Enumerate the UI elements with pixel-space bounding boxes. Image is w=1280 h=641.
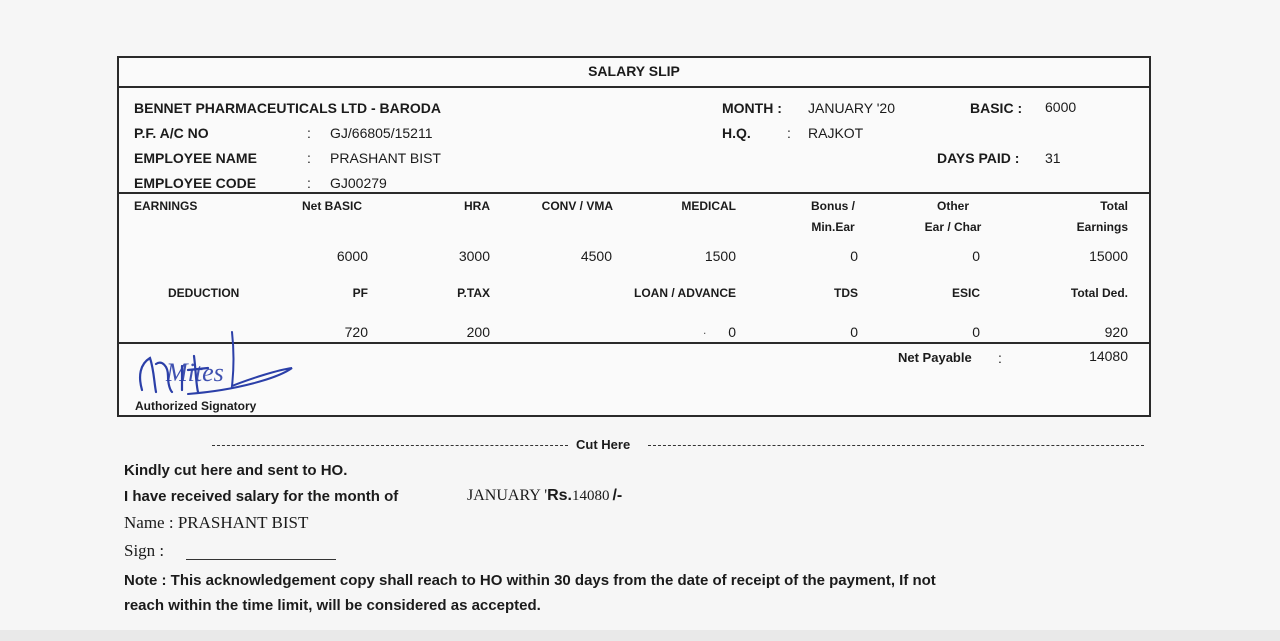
deduction-label: DEDUCTION	[168, 286, 240, 300]
net-payable-label: Net Payable	[898, 350, 972, 365]
earnings-subheader-total: Earnings	[1076, 220, 1128, 234]
days-paid-value: 31	[1045, 150, 1061, 166]
note-line-1: Note : This acknowledgement copy shall reach to HO within 30 days from the date of receipt of the payment, If not	[124, 572, 936, 589]
ack-amount: 14080	[571, 488, 610, 504]
earnings-value-hra: 3000	[458, 248, 490, 264]
earnings-value-other: 0	[972, 248, 980, 264]
deduction-header-ptax: P.TAX	[457, 286, 490, 300]
ack-sign-label: Sign :	[124, 541, 165, 560]
earnings-header-bonus: Bonus /	[811, 199, 855, 213]
earnings-subheader-bonus: Min.Ear	[811, 220, 855, 234]
days-paid-label: DAYS PAID :	[937, 150, 1020, 166]
employee-name-label: EMPLOYEE NAME	[134, 150, 257, 166]
ack-line-1: Kindly cut here and sent to HO.	[124, 462, 348, 479]
ack-month: JANUARY '	[467, 487, 548, 504]
earnings-header-basic: Net BASIC	[302, 199, 363, 213]
earnings-value-bonus: 0	[850, 248, 858, 264]
month-value: JANUARY '20	[808, 100, 895, 116]
deduction-value-loan: 0	[728, 324, 736, 340]
earnings-value-medical: 1500	[704, 248, 736, 264]
company-name: BENNET PHARMACEUTICALS LTD - BARODA	[134, 100, 441, 116]
deduction-header-tds: TDS	[834, 286, 858, 300]
earnings-label: EARNINGS	[134, 199, 198, 213]
hq-label: H.Q.	[722, 125, 751, 141]
deduction-header-total: Total Ded.	[1070, 286, 1128, 300]
pf-colon: :	[307, 125, 311, 141]
deduction-header-esic: ESIC	[951, 286, 980, 300]
sign-line	[186, 559, 336, 560]
ack-line-2: I have received salary for the month of	[124, 488, 399, 505]
earnings-subheader-other: Ear / Char	[924, 220, 982, 234]
employee-name-colon: :	[307, 150, 311, 166]
basic-value: 6000	[1045, 99, 1077, 115]
page-bottom-strip	[0, 630, 1280, 641]
title-divider	[117, 86, 1151, 88]
authorized-signatory-label: Authorized Signatory	[135, 399, 257, 413]
earnings-value-conv: 4500	[580, 248, 612, 264]
earnings-value-total: 15000	[1089, 248, 1128, 264]
ack-suffix: /-	[612, 487, 623, 504]
signature-scrawl: Mites	[166, 358, 224, 387]
employee-code-label: EMPLOYEE CODE	[134, 175, 257, 191]
earnings-header-conv: CONV / VMA	[541, 199, 613, 213]
slip-title: SALARY SLIP	[588, 63, 680, 79]
basic-label: BASIC :	[970, 100, 1023, 116]
deduction-dot: .	[703, 323, 707, 337]
pf-label: P.F. A/C NO	[134, 125, 209, 141]
earnings-header-medical: MEDICAL	[681, 199, 736, 213]
earnings-header-total: Total	[1100, 199, 1128, 213]
deduction-value-ptax: 200	[466, 324, 490, 340]
ack-name-line: Name : PRASHANT BIST	[124, 513, 309, 532]
net-payable-value: 14080	[1089, 348, 1128, 364]
month-label: MONTH :	[722, 100, 782, 116]
header-divider	[117, 192, 1151, 194]
cut-here-label: Cut Here	[576, 437, 631, 452]
cut-line-right	[648, 445, 1144, 446]
hq-colon: :	[787, 125, 791, 141]
net-payable-colon: :	[998, 350, 1002, 366]
note-line-2: reach within the time limit, will be considered as accepted.	[124, 597, 541, 614]
hq-value: RAJKOT	[808, 125, 864, 141]
pf-value: GJ/66805/15211	[330, 125, 433, 141]
deduction-value-tds: 0	[850, 324, 858, 340]
deduction-header-loan: LOAN / ADVANCE	[634, 286, 736, 300]
earnings-value-basic: 6000	[336, 248, 368, 264]
deduction-value-total: 920	[1104, 324, 1128, 340]
cut-line-left	[212, 445, 568, 446]
deduction-header-pf: PF	[352, 286, 368, 300]
deduction-value-esic: 0	[972, 324, 980, 340]
employee-name-value: PRASHANT BIST	[330, 150, 441, 166]
employee-code-value: GJ00279	[330, 175, 387, 191]
deduction-value-pf: 720	[344, 324, 368, 340]
ack-rs-label: Rs.	[547, 487, 572, 504]
earnings-header-other: Other	[936, 199, 969, 213]
ack-month-amount	[467, 487, 622, 505]
employee-code-colon: :	[307, 175, 311, 191]
earnings-header-hra: HRA	[464, 199, 490, 213]
